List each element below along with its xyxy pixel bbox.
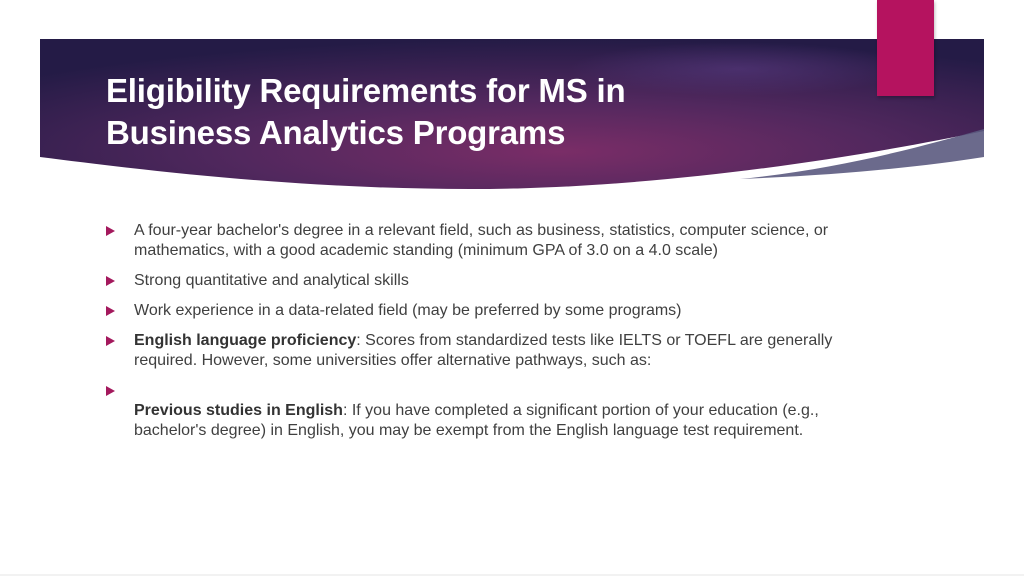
triangle-right-icon	[106, 306, 115, 316]
triangle-right-icon	[106, 226, 115, 236]
bullet-text: Strong quantitative and analytical skills	[134, 272, 409, 289]
triangle-right-icon	[106, 386, 115, 396]
bullet-text: Work experience in a data-related field (may be preferred by some programs)	[134, 302, 682, 319]
bullet-bold-label: English language proficiency	[134, 332, 357, 349]
bullet-item-work-experience	[106, 301, 836, 321]
bullet-text: : Scores from standardized tests like IELTS or TOEFL are generally required. However, some universities offer alternative pathways, such as:	[134, 332, 833, 369]
bullet-item-english-proficiency	[106, 331, 836, 371]
triangle-right-icon	[106, 336, 115, 346]
title-line-1: Eligibility Requirements for MS in	[106, 72, 626, 109]
bullet-item-previous-studies	[106, 381, 836, 441]
bullet-item-degree	[106, 221, 836, 261]
bullet-text: A four-year bachelor's degree in a relevant field, such as business, statistics, computer science, or mathematics, with a good academic standing (minimum GPA of 3.0 on a 4.0 scale)	[134, 222, 829, 259]
bullet-blank-line	[134, 381, 836, 401]
bullet-item-skills	[106, 271, 836, 291]
accent-tab	[877, 0, 934, 96]
bullet-bold-label: Previous studies in English	[134, 402, 343, 419]
bullet-list	[106, 221, 836, 441]
triangle-right-icon	[106, 276, 115, 286]
bullet-text: : If you have completed a significant portion of your education (e.g., bachelor's degree) in English, you may be exempt from the English language test requirement.	[134, 402, 819, 439]
title-line-2: Business Analytics Programs	[106, 114, 566, 151]
slide-title	[106, 70, 806, 154]
